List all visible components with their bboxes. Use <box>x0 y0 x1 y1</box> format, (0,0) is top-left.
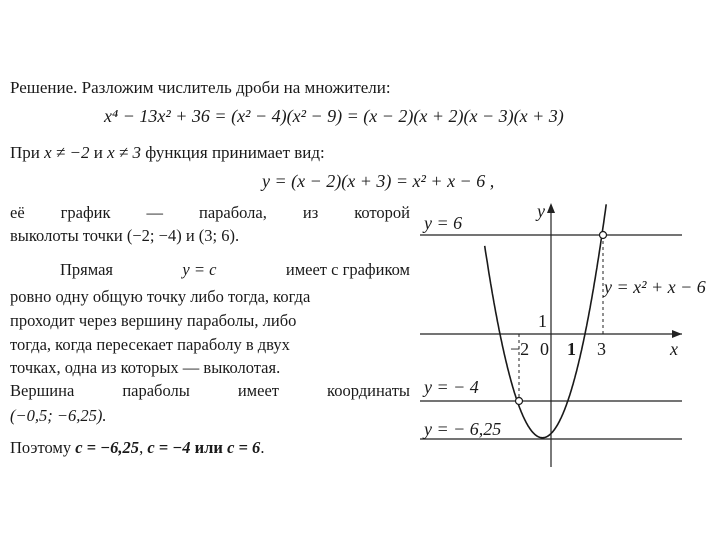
paragraph-line-3-b: имеет с графиком <box>285 260 410 279</box>
answer-comma: , <box>139 438 144 457</box>
paragraph-line-6: тогда, когда пересекает параболу в двух <box>10 335 290 354</box>
paragraph-line-4: ровно одну общую точку либо тогда, когда <box>10 287 311 306</box>
vertex-line <box>10 406 107 426</box>
paragraph-line-2 <box>10 226 239 246</box>
paragraph-line-2-text: выколоты точки <box>10 226 123 245</box>
paragraph-line-2-and: и <box>185 226 195 245</box>
condition-lead: При <box>10 143 40 162</box>
label-ym625: y = − 6,25 <box>424 419 502 439</box>
solution-intro: Разложим числитель дроби на множители: <box>81 78 391 97</box>
paragraph-line-5: проходит через вершину параболы, либо <box>10 311 297 330</box>
condition-x2: x ≠ 3 <box>107 143 141 162</box>
tick-zero: 0 <box>540 339 549 359</box>
punctured-point-1: (−2; −4) <box>126 226 182 245</box>
factorization-formula: x⁴ − 13x² + 36 = (x² − 4)(x² − 9) = (x − 2)(x + 2)(x − 3)(x + 3) <box>104 106 564 126</box>
punctured-point-3 <box>600 232 607 239</box>
solution-heading-line <box>10 78 391 98</box>
answer-c1: c = −6,25 <box>75 438 140 457</box>
label-curve: y = x² + x − 6 <box>604 277 706 297</box>
vertex-end: . <box>102 406 107 425</box>
paragraph-line-8: Вершина параболы имеет координаты <box>10 381 410 400</box>
paragraph-line-3 <box>60 260 410 280</box>
paragraph-line-1 <box>10 203 410 223</box>
x-axis-arrow <box>672 330 682 338</box>
answer-c2: c = −4 <box>147 438 191 457</box>
parabola-graph <box>420 195 710 470</box>
condition-x1: x ≠ −2 <box>44 143 90 162</box>
y-axis-arrow <box>547 203 555 213</box>
paragraph-line-7: точках, одна из которых — выколотая. <box>10 358 281 377</box>
answer-line <box>10 438 264 458</box>
condition-line <box>10 143 325 163</box>
label-axis-y: y <box>537 201 545 221</box>
tick-one-x: 1 <box>567 339 576 359</box>
answer-lead: Поэтому <box>10 438 72 457</box>
tick-one-y: 1 <box>538 311 547 331</box>
punctured-point-minus2 <box>516 398 523 405</box>
label-y6: y = 6 <box>424 213 463 233</box>
paragraph-line-1-text: её график — парабола, из которой <box>10 203 410 222</box>
condition-tail: функция принимает вид: <box>145 143 325 162</box>
punctured-point-2: (3; 6). <box>198 226 240 245</box>
tick-three: 3 <box>597 339 606 359</box>
paragraph-line-3-math: y = c <box>182 260 217 279</box>
label-ym4: y = − 4 <box>424 377 479 397</box>
paragraph-line-3-a: Прямая <box>60 260 113 279</box>
condition-and: и <box>93 143 103 162</box>
vertex-coordinates: (−0,5; −6,25) <box>10 406 103 425</box>
label-axis-x: x <box>670 339 678 359</box>
answer-end: . <box>260 438 265 457</box>
solution-heading: Решение. <box>10 78 78 97</box>
answer-or: или <box>194 438 223 457</box>
tick-minus2: −2 <box>510 339 530 359</box>
function-form: y = (x − 2)(x + 3) = x² + x − 6 , <box>262 171 495 191</box>
answer-c3: c = 6 <box>227 438 261 457</box>
